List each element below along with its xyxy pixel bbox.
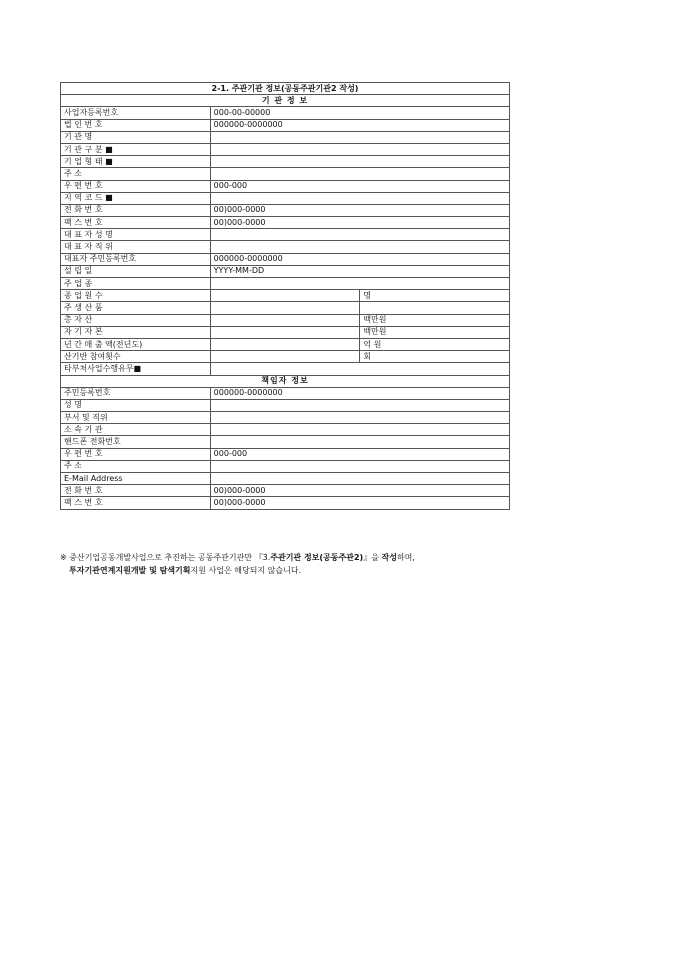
field-value[interactable]: 000000-0000000 [210,387,509,399]
footnote-bold: 작성 [381,553,397,562]
field-value[interactable]: 000000-0000000 [210,119,509,131]
field-unit: 회 [360,351,510,363]
field-label: 부서 및 직위 [61,412,211,424]
field-label: 종 업 원 수 [61,290,211,302]
field-value[interactable]: 000-000 [210,448,509,460]
form-row [61,180,510,192]
footnote [60,551,510,577]
field-label: 지 역 코 드 ■ [61,192,211,204]
field-value[interactable] [210,168,509,180]
field-value[interactable] [210,290,360,302]
field-value[interactable] [210,436,509,448]
footnote-bold: 투자기관연계지원개발 및 탐색기획 [69,566,191,575]
field-label: 기 관 명 [61,131,211,143]
field-value[interactable] [210,460,509,472]
form-row [61,473,510,485]
form-row [61,363,510,375]
footnote-text: 지원 사업은 해당되지 않습니다. [190,566,302,575]
field-value[interactable] [210,473,509,485]
field-value[interactable] [210,302,360,314]
form-row [61,217,510,229]
field-value[interactable]: 00)000-0000 [210,497,509,509]
form-row [61,290,510,302]
form-title-row [61,83,510,95]
field-value[interactable]: 00)000-0000 [210,217,509,229]
field-value[interactable] [210,241,509,253]
form-row [61,119,510,131]
org-info-form [60,82,510,510]
field-unit [360,302,510,314]
form-row [61,253,510,265]
field-label: 기 업 형 태 ■ [61,156,211,168]
field-label: 총 자 산 [61,314,211,326]
form-row [61,265,510,277]
footnote-text: 하며, [396,553,415,562]
field-value[interactable]: 000-000 [210,180,509,192]
field-value[interactable] [210,338,360,350]
form-row [61,131,510,143]
field-label: 설 립 일 [61,265,211,277]
field-label: 대 표 자 성 명 [61,229,211,241]
field-value[interactable]: YYYY-MM-DD [210,265,509,277]
field-value[interactable]: 000000-0000000 [210,253,509,265]
footnote-bold: 주관기관 정보(공동주관2) [270,553,364,562]
form-row [61,229,510,241]
field-value[interactable] [210,314,360,326]
field-label: 전 화 번 호 [61,204,211,216]
footnote-line-2 [60,564,510,577]
field-value[interactable] [210,131,509,143]
form-row [61,387,510,399]
form-row [61,351,510,363]
field-label: 우 편 번 호 [61,448,211,460]
field-label: 주 소 [61,460,211,472]
field-label: 핸드폰 전화번호 [61,436,211,448]
field-label: 주민등록번호 [61,387,211,399]
field-value[interactable]: 00)000-0000 [210,485,509,497]
form-row [61,399,510,411]
field-label: 주 소 [61,168,211,180]
field-value[interactable] [210,363,509,375]
form-row [61,485,510,497]
field-value[interactable] [210,156,509,168]
field-unit: 백만원 [360,314,510,326]
section-org-info: 기 관 정 보 [61,95,510,107]
field-label: 팩 스 번 호 [61,217,211,229]
footnote-text: ※ 중산기업공동개발사업으로 추진하는 공동주관기관만 『3. [60,553,271,562]
form-row [61,314,510,326]
form-row [61,412,510,424]
field-label: 소 속 기 관 [61,424,211,436]
field-value[interactable] [210,351,360,363]
field-label: 자 기 자 본 [61,326,211,338]
field-value[interactable] [210,278,509,290]
field-label: 사업자등록번호 [61,107,211,119]
form-row [61,143,510,155]
field-label: 타부처사업수행유무■ [61,363,211,375]
field-label: 팩 스 번 호 [61,497,211,509]
field-label: 주 업 종 [61,278,211,290]
field-label: 대표자 주민등록번호 [61,253,211,265]
form-row [61,302,510,314]
form-row [61,424,510,436]
field-label: 전 화 번 호 [61,485,211,497]
form-row [61,156,510,168]
field-value[interactable] [210,412,509,424]
form-row [61,168,510,180]
section-header-row [61,95,510,107]
field-value[interactable]: 00)000-0000 [210,204,509,216]
field-label: 대 표 자 직 위 [61,241,211,253]
field-value[interactable] [210,424,509,436]
form-row [61,338,510,350]
field-value[interactable] [210,399,509,411]
form-row [61,278,510,290]
field-label: 주 생 산 품 [61,302,211,314]
field-unit: 억 원 [360,338,510,350]
form-row [61,192,510,204]
section-header-row [61,375,510,387]
field-unit: 명 [360,290,510,302]
form-row [61,204,510,216]
form-row [61,326,510,338]
field-label: 법 인 번 호 [61,119,211,131]
form-row [61,107,510,119]
field-label: 기 관 구 분 ■ [61,143,211,155]
field-unit: 백만원 [360,326,510,338]
field-label: 우 편 번 호 [61,180,211,192]
form-title: 2-1. 주관기관 정보(공동주관기관2 작성) [61,83,510,95]
field-label: E-Mail Address [61,473,211,485]
field-label: 성 명 [61,399,211,411]
field-label: 년 간 매 출 액(전년도) [61,338,211,350]
form-row [61,241,510,253]
footnote-text: 』을 [363,553,382,562]
form-row [61,436,510,448]
form-row [61,460,510,472]
field-value[interactable] [210,229,509,241]
field-value[interactable] [210,192,509,204]
field-value[interactable] [210,326,360,338]
field-value[interactable] [210,143,509,155]
form-row [61,448,510,460]
section-manager-info: 책임자 정보 [61,375,510,387]
footnote-line-1 [60,551,510,564]
field-value[interactable]: 000-00-00000 [210,107,509,119]
form-row [61,497,510,509]
field-label: 산기반 참여횟수 [61,351,211,363]
